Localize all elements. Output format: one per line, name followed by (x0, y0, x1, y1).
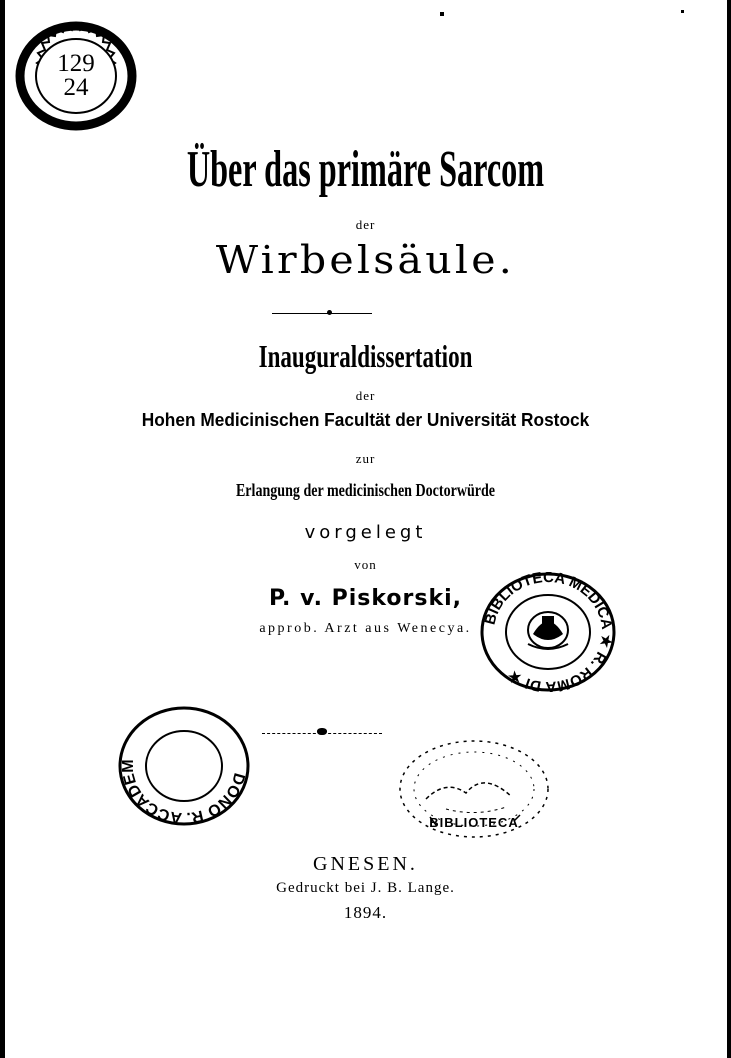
scan-speck (681, 10, 684, 13)
donation-stamp-text: DONO R. ACCADEM (119, 759, 248, 827)
shelf-mark-line1: 129 (57, 50, 95, 77)
shelf-mark-stamp (6, 14, 146, 134)
library-stamp (478, 572, 618, 692)
library-stamp-text: BIBLIOTECA MEDICA ★ R. ROMA DI ★ (481, 572, 616, 692)
faint-stamp-text: BIBLIOTECA (429, 815, 519, 830)
faint-library-stamp (396, 737, 552, 841)
place-of-publication: GNESEN. (313, 853, 418, 875)
subject: Wirbelsäule. (215, 238, 516, 282)
connector-der-1: der (355, 217, 376, 232)
presented-label: vorgelegt (304, 522, 427, 543)
degree-purpose: Erlangung der medicinischen Doctorwürde (235, 480, 496, 500)
ornament-dot (327, 310, 332, 315)
connector-der-2: der (355, 388, 376, 403)
title: Über das primäre Sarcom (186, 141, 545, 198)
connector-von: von (354, 557, 377, 572)
scan-speck (440, 12, 444, 16)
author-name: P. v. Piskorski, (268, 586, 463, 611)
ornament-rule (272, 313, 372, 314)
faculty-name: Hohen Medicinischen Facultät der Universität Rostock (141, 410, 590, 430)
author-qualification: approb. Arzt aus Wenecya. (259, 621, 472, 636)
ornament-dot-2 (317, 728, 327, 735)
donation-stamp (117, 705, 252, 827)
connector-zur: zur (355, 451, 376, 466)
printer-line: Gedruckt bei J. B. Lange. (276, 880, 455, 896)
shelf-mark-line2: 24 (63, 74, 89, 101)
publication-year: 1894. (343, 903, 388, 922)
dissertation-heading: Inauguraldissertation (258, 338, 473, 374)
